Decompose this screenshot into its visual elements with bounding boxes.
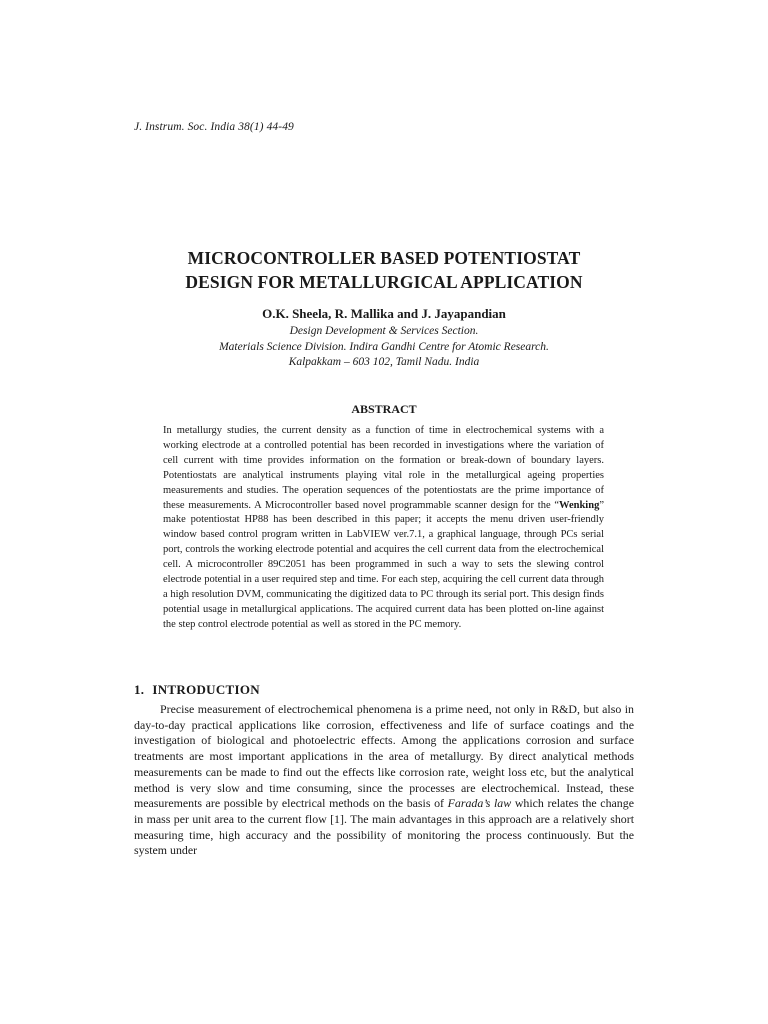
section-title: INTRODUCTION bbox=[152, 682, 260, 697]
section-heading-introduction bbox=[134, 682, 260, 698]
abstract-heading: ABSTRACT bbox=[351, 402, 417, 416]
journal-reference: J. Instrum. Soc. India 38(1) 44-49 bbox=[134, 121, 294, 133]
abstract-text bbox=[163, 424, 604, 633]
affiliation-line-1: Design Development & Services Section. bbox=[289, 325, 479, 337]
affiliation-line-2: Materials Science Division. Indira Gandhi Centre for Atomic Research. bbox=[219, 340, 549, 353]
intro-text-part-2: which relates the change in mass per unit area to the current flow [1]. The main advantages in this approach are a relatively short measuring time, high accuracy and the possibility of monitoring the process continuously. But the system under bbox=[134, 796, 634, 858]
paper-title bbox=[134, 246, 634, 294]
affiliation bbox=[134, 324, 634, 371]
title-line-2: DESIGN FOR METALLURGICAL APPLICATION bbox=[185, 272, 583, 292]
abstract-text-part-1: In metallurgy studies, the current density as a function of time in electrochemical systems with a working electrode at a controlled potential has been recorded in investigations where the variation of cell current with time provides information on the formation or break-down of boundary layers. Potentiostats are analytical instruments playing vital role in the metallurgical ageing properties measurements and studies. The operation sequences of the potentiostats are the prime importance of these measurements. A Microcontroller based novel programmable scanner design for the “ bbox=[163, 425, 604, 511]
abstract-text-part-2: ” make potentiostat HP88 has been described in this paper; it accepts the menu driven user-friendly window based control program written in LabVIEW ver.7.1, a graphical language, through PCs serial port, controls the working electrode potential and acquires the cell current data from the electrochemical cell. A microcontroller 89C2051 has been programmed in such a way to sets the slewing control electrode potential in a user required step and time. For each step, acquiring the cell current data through a high resolution DVM, communicating the digitized data to PC through its serial port. This design finds potential usage in metallurgical applications. The acquired current data has been plotted on-line against the step control electrode potential as well as stored in the PC memory. bbox=[163, 499, 604, 630]
intro-text-part-1: Precise measurement of electrochemical phenomena is a prime need, not only in R&D, but also in day-to-day practical applications like corrosion, effectiveness and life of surface coatings and the investigation of biological and photoelectric effects. Among the applications corrosion and surface treatments are most important applications in the area of metallurgy. By direct analytical methods measurements can be made to find out the effects like corrosion rate, weight loss etc, but the analytical method is very slow and time consuming, since the processes are electrochemical. Instead, these measurements are possible by electrical methods on the basis of bbox=[134, 702, 634, 811]
intro-italic-term: Farada’s law bbox=[447, 796, 512, 811]
section-number: 1. bbox=[134, 682, 145, 697]
abstract-bold-term: Wenking bbox=[559, 499, 600, 511]
author-list: O.K. Sheela, R. Mallika and J. Jayapandian bbox=[262, 306, 506, 321]
introduction-paragraph bbox=[134, 702, 634, 859]
affiliation-line-3: Kalpakkam – 603 102, Tamil Nadu. India bbox=[288, 356, 480, 368]
title-line-1: MICROCONTROLLER BASED POTENTIOSTAT bbox=[187, 248, 581, 268]
